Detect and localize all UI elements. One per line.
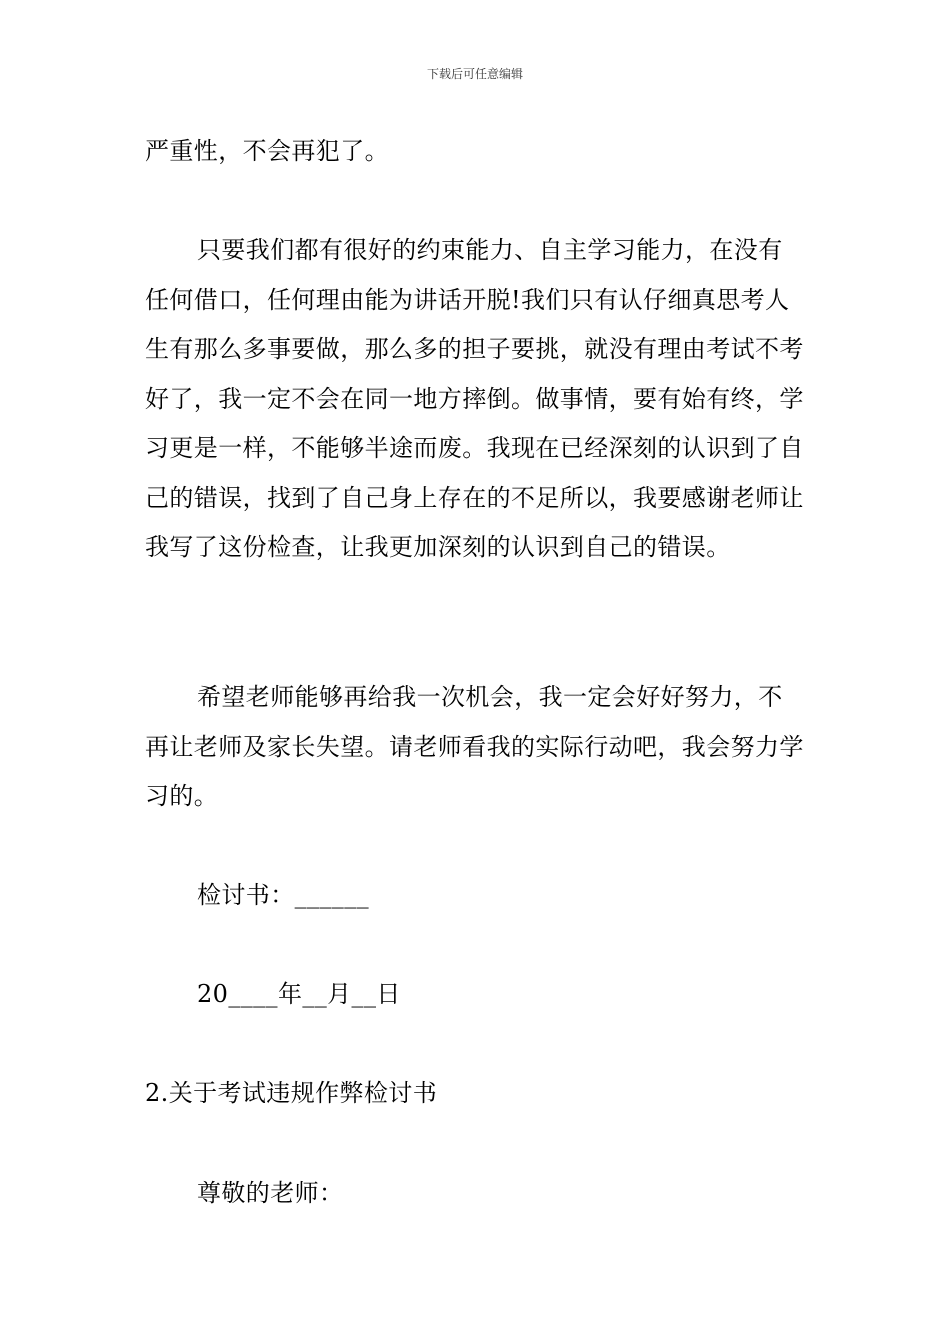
paragraph-continuation: 严重性，不会再犯了。	[145, 137, 389, 165]
section-title: 2.关于考试违规作弊检讨书	[145, 1079, 438, 1107]
signature-label: 检讨书：	[197, 881, 295, 909]
date-line: 20____年__月__日	[197, 980, 401, 1008]
signature-line	[145, 871, 805, 921]
paragraph-request-chance: 希望老师能够再给我一次机会，我一定会好好努力，不再让老师及家长失望。请老师看我的实际行动吧，我会努力学习的。	[145, 683, 804, 810]
page-header-note: 下载后可任意编辑	[426, 67, 523, 81]
signature-blank: ______	[294, 881, 370, 909]
salutation: 尊敬的老师：	[197, 1179, 344, 1207]
paragraph-self-discipline: 只要我们都有很好的约束能力、自主学习能力，在没有任何借口，任何理由能为讲话开脱!我们只有认仔细真思考人生有那么多事要做，那么多的担子要挑，就没有理由考试不考好了，我一定不会在同一地方摔倒。做事情，要有始有终，学习更是一样，不能够半途而废。我现在已经深刻的认识到了自己的错误，找到了自己身上存在的不足所以，我要感谢老师让我写了这份检查，让我更加深刻的认识到自己的错误。	[145, 236, 804, 561]
